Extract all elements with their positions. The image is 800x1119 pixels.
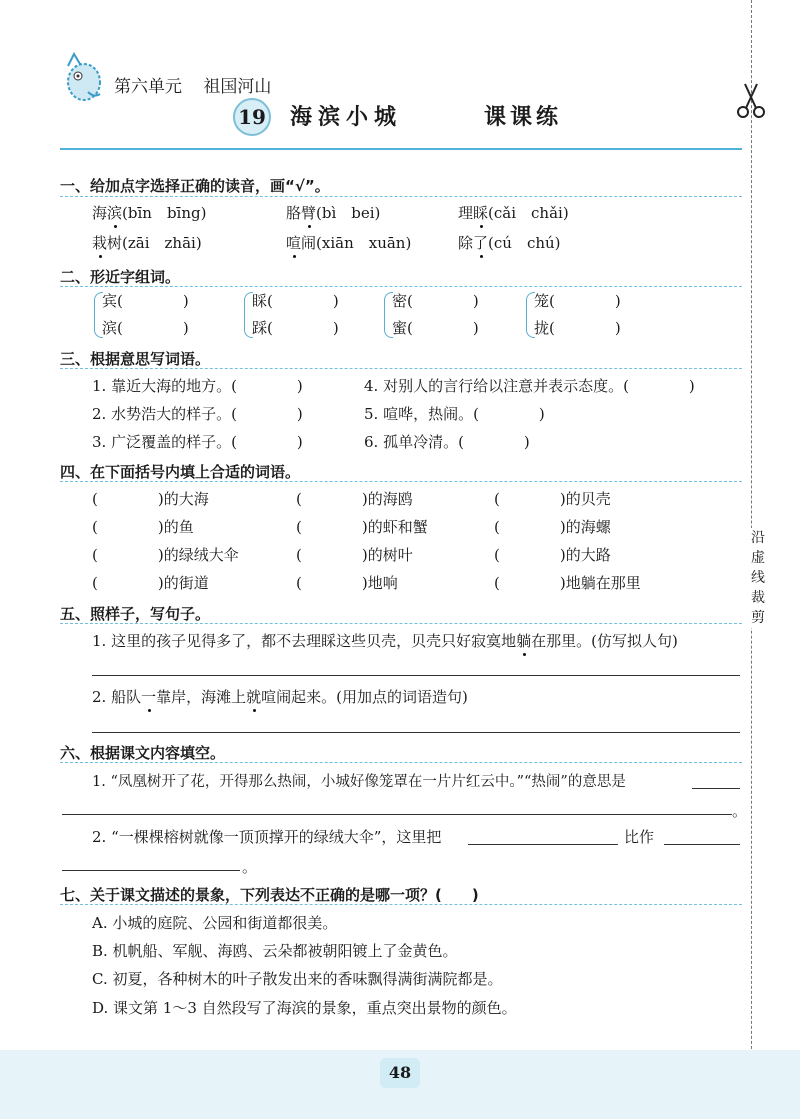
cut-char: 剪 <box>751 610 765 626</box>
similar-char-item: 睬( ) <box>252 292 339 310</box>
unit-name: 祖国河山 <box>203 77 272 97</box>
pinyin-item: 喧闹(xiān xuān) <box>286 234 412 252</box>
end-period: 。 <box>732 802 748 820</box>
pinyin-item: 海滨(bīn bīng) <box>92 204 207 222</box>
fill-blank-item: ( )的海鸥 <box>296 490 413 508</box>
section-6-title: 六、根据课文内容填空。 <box>60 744 226 762</box>
answer-line[interactable] <box>468 844 618 845</box>
choice-option[interactable]: A. 小城的庭院、公园和街道都很美。 <box>92 914 338 932</box>
fish-mascot-icon <box>58 48 108 108</box>
definition-item: 1. 靠近大海的地方。( ) <box>92 377 303 395</box>
definition-item: 4. 对别人的言行给以注意并表示态度。( ) <box>364 377 695 395</box>
similar-char-item: 拢( ) <box>534 319 621 337</box>
unit-heading <box>114 72 287 97</box>
rewrite-question-1: 1. 这里的孩子见得多了，都不去理睬这些贝壳，贝壳只好寂寞地躺在那里。(仿写拟人句) <box>92 632 678 650</box>
fill-blank-item: ( )的虾和蟹 <box>296 518 428 536</box>
pinyin-item: 胳臂(bì bei) <box>286 204 381 222</box>
fill-blank-item: ( )的树叶 <box>296 546 413 564</box>
answer-line[interactable] <box>664 844 740 845</box>
definition-item: 5. 喧哗，热闹。( ) <box>364 405 545 423</box>
section-divider <box>60 286 742 287</box>
header-divider <box>60 148 742 150</box>
fill-blank-item: ( )的大路 <box>494 546 611 564</box>
choice-option[interactable]: D. 课文第 1～3 自然段写了海滨的景象，重点突出景物的颜色。 <box>92 999 517 1017</box>
scissors-icon <box>733 80 769 120</box>
fill-blank-item: ( )的大海 <box>92 490 209 508</box>
answer-line[interactable] <box>692 788 740 789</box>
similar-char-item: 滨( ) <box>102 319 189 337</box>
cut-instruction <box>748 528 768 628</box>
end-period: 。 <box>242 858 258 876</box>
cut-char: 虚 <box>751 550 765 566</box>
answer-line[interactable] <box>92 675 740 676</box>
fill-blank-item: ( )的绿绒大伞 <box>92 546 239 564</box>
fill-blank-item: ( )地躺在那里 <box>494 574 641 592</box>
similar-char-item: 笼( ) <box>534 292 621 310</box>
section-divider <box>60 904 742 905</box>
fill-blank-item: ( )的海螺 <box>494 518 611 536</box>
similar-char-item: 密( ) <box>392 292 479 310</box>
definition-item: 3. 广泛覆盖的样子。( ) <box>92 433 303 451</box>
cut-char: 沿 <box>751 530 765 546</box>
similar-char-item: 踩( ) <box>252 319 339 337</box>
section-1-title: 一、给加点字选择正确的读音，画“√”。 <box>60 177 330 195</box>
similar-char-item: 蜜( ) <box>392 319 479 337</box>
similar-char-item: 宾( ) <box>102 292 189 310</box>
section-divider <box>60 762 742 763</box>
section-4-title: 四、在下面括号内填上合适的词语。 <box>60 463 301 481</box>
section-divider <box>60 368 742 369</box>
choice-option[interactable]: B. 机帆船、军舰、海鸥、云朵都被朝阳镀上了金黄色。 <box>92 942 458 960</box>
choice-option[interactable]: C. 初夏，各种树木的叶子散发出来的香味飘得满街满院都是。 <box>92 970 503 988</box>
fill-question-1: 1. “凤凰树开了花，开得那么热闹，小城好像笼罩在一片片红云中。”“热闹”的意思是 <box>92 774 626 790</box>
unit-number: 第六单元 <box>114 77 182 97</box>
section-3-title: 三、根据意思写词语。 <box>60 350 211 368</box>
fill-blank-item: ( )的街道 <box>92 574 209 592</box>
answer-line[interactable] <box>62 814 732 815</box>
lesson-number-badge: 19 <box>233 98 271 136</box>
fill-blank-item: ( )的贝壳 <box>494 490 611 508</box>
section-2-title: 二、形近字组词。 <box>60 268 181 286</box>
fill-blank-item: ( )的鱼 <box>92 518 194 536</box>
fill-question-2: 2. “一棵棵榕树就像一顶顶撑开的绿绒大伞”，这里把 <box>92 828 442 846</box>
compare-word: 比作 <box>624 828 655 846</box>
pinyin-item: 除了(cú chú) <box>458 234 561 252</box>
lesson-title: 海滨小城 <box>290 104 403 130</box>
cut-char: 裁 <box>751 590 765 606</box>
answer-line[interactable] <box>62 870 240 871</box>
page-number: 48 <box>380 1058 420 1088</box>
definition-item: 2. 水势浩大的样子。( ) <box>92 405 303 423</box>
section-divider <box>60 481 742 482</box>
pinyin-item: 理睬(cǎi chǎi) <box>458 204 569 222</box>
lesson-type: 课课练 <box>484 104 563 130</box>
cut-char: 线 <box>751 570 765 586</box>
answer-line[interactable] <box>92 732 740 733</box>
section-divider <box>60 623 742 624</box>
section-5-title: 五、照样子，写句子。 <box>60 605 211 623</box>
pinyin-item: 栽树(zāi zhāi) <box>92 234 202 252</box>
definition-item: 6. 孤单冷清。( ) <box>364 433 530 451</box>
fill-blank-item: ( )地响 <box>296 574 398 592</box>
rewrite-question-2: 2. 船队一靠岸，海滩上就喧闹起来。(用加点的词语造句) <box>92 688 468 706</box>
section-divider <box>60 196 742 197</box>
section-7-title: 七、关于课文描述的景象，下列表达不正确的是哪一项？( ) <box>60 886 479 904</box>
